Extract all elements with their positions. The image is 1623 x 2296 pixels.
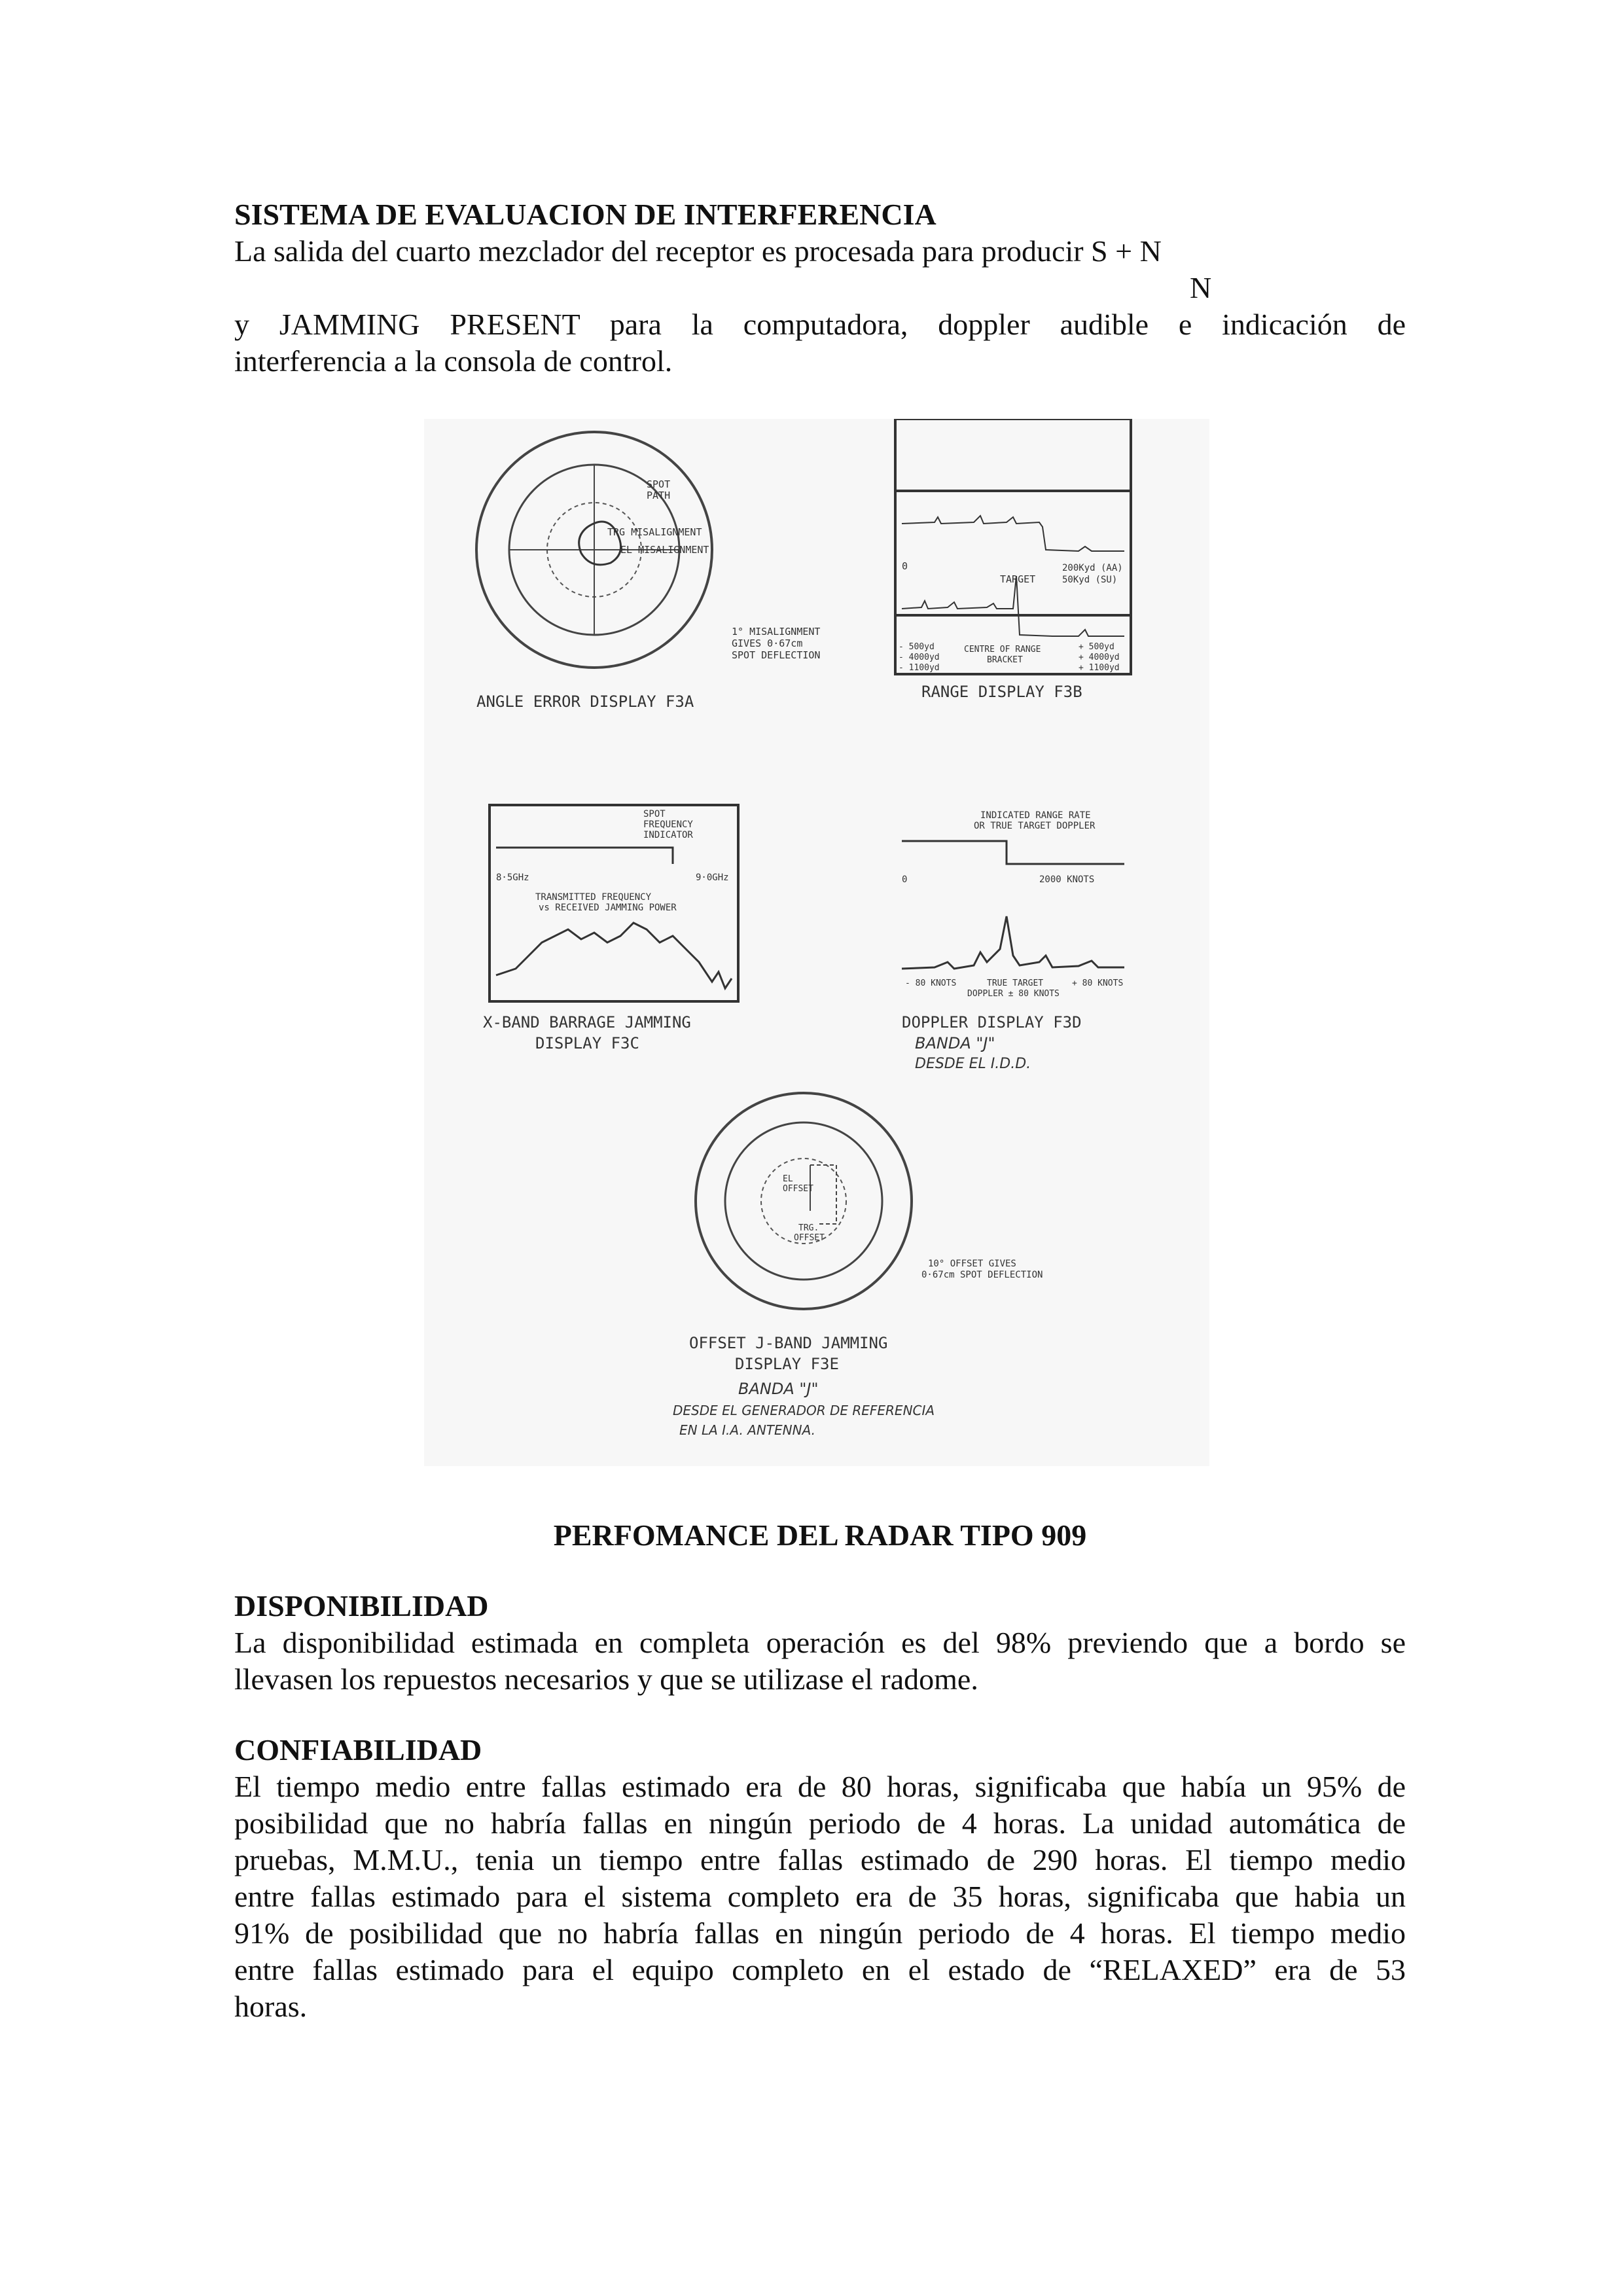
svg-text:2000 KNOTS: 2000 KNOTS xyxy=(1039,874,1095,885)
radar-displays-figure xyxy=(424,419,1209,1466)
paragraph-line: 91% de posibilidad que no habría fallas en ningún periodo de 4 horas. El tiempo medio xyxy=(234,1916,1406,1950)
svg-text:+ 1100yd: + 1100yd xyxy=(1079,663,1120,673)
svg-text:DISPLAY F3C: DISPLAY F3C xyxy=(535,1034,639,1052)
svg-text:TRG.: TRG. xyxy=(798,1223,819,1233)
doppler-caption: DOPPLER DISPLAY F3D xyxy=(902,1013,1082,1031)
handwritten-note: EN LA I.A. ANTENNA. xyxy=(679,1422,815,1438)
handwritten-note: DESDE EL GENERADOR DE REFERENCIA xyxy=(673,1403,935,1418)
offset-caption: OFFSET J-BAND JAMMING xyxy=(689,1334,888,1352)
handwritten-note: BANDA "J" xyxy=(915,1034,995,1052)
section-heading-disponibilidad: DISPONIBILIDAD xyxy=(234,1589,489,1623)
svg-text:- 4000yd: - 4000yd xyxy=(899,653,940,662)
range-display-caption: RANGE DISPLAY F3B xyxy=(921,683,1082,701)
paragraph-line: pruebas, M.M.U., tenia un tiempo entre fallas estimado de 290 horas. El tiempo medio xyxy=(234,1843,1406,1876)
fraction-denominator: N xyxy=(1190,271,1212,304)
svg-text:OR TRUE TARGET DOPPLER: OR TRUE TARGET DOPPLER xyxy=(974,821,1096,831)
svg-text:+ 500yd: + 500yd xyxy=(1079,642,1115,652)
handwritten-note: DESDE EL I.D.D. xyxy=(915,1056,1031,1072)
svg-text:OFFSET: OFFSET xyxy=(794,1233,825,1243)
svg-text:0: 0 xyxy=(902,874,908,885)
svg-text:SPOT DEFLECTION: SPOT DEFLECTION xyxy=(732,649,821,661)
svg-text:CENTRE OF RANGE: CENTRE OF RANGE xyxy=(964,645,1041,655)
paragraph-line: llevasen los repuestos necesarios y que se utilizase el radome. xyxy=(234,1662,978,1696)
svg-text:50Kyd (SU): 50Kyd (SU) xyxy=(1062,575,1118,585)
svg-text:TRUE TARGET: TRUE TARGET xyxy=(987,978,1044,988)
xband-caption: X-BAND BARRAGE JAMMING xyxy=(483,1013,691,1031)
svg-text:- 500yd: - 500yd xyxy=(899,642,935,652)
paragraph-line: entre fallas estimado para el equipo completo en el estado de “RELAXED” era de 53 xyxy=(234,1953,1406,1986)
svg-text:200Kyd (AA): 200Kyd (AA) xyxy=(1062,563,1123,573)
paragraph-line: posibilidad que no habría fallas en ningún periodo de 4 horas. La unidad automática de xyxy=(234,1806,1406,1840)
svg-text:OFFSET: OFFSET xyxy=(783,1184,813,1194)
svg-text:+ 80 KNOTS: + 80 KNOTS xyxy=(1072,978,1124,988)
svg-text:FREQUENCY: FREQUENCY xyxy=(643,819,693,830)
spot-path-label: SPOT xyxy=(647,478,671,490)
paragraph-line: entre fallas estimado para el sistema completo era de 35 horas, significaba que habia un xyxy=(234,1880,1406,1913)
svg-text:SPOT: SPOT xyxy=(643,809,666,819)
paragraph-line: El tiempo medio entre fallas estimado era de 80 horas, significaba que había un 95% de xyxy=(234,1770,1406,1803)
svg-text:BRACKET: BRACKET xyxy=(987,655,1023,665)
svg-text:9·0GHz: 9·0GHz xyxy=(696,872,729,883)
angle-note: 1° MISALIGNMENT xyxy=(732,626,821,637)
angle-error-caption: ANGLE ERROR DISPLAY F3A xyxy=(476,692,694,711)
svg-text:GIVES 0·67cm: GIVES 0·67cm xyxy=(732,637,803,649)
svg-text:10° OFFSET GIVES: 10° OFFSET GIVES xyxy=(928,1259,1016,1269)
paragraph-disponibilidad xyxy=(234,1624,1406,1698)
svg-text:EL: EL xyxy=(783,1174,793,1184)
svg-text:0·67cm SPOT DEFLECTION: 0·67cm SPOT DEFLECTION xyxy=(921,1270,1043,1280)
svg-text:INDICATOR: INDICATOR xyxy=(643,830,693,840)
section-heading-confiabilidad: CONFIABILIDAD xyxy=(234,1733,482,1767)
svg-text:DISPLAY F3E: DISPLAY F3E xyxy=(735,1355,839,1373)
paragraph-line: y JAMMING PRESENT para la computadora, doppler audible e indicación de xyxy=(234,308,1406,341)
svg-text:8·5GHz: 8·5GHz xyxy=(496,872,529,883)
svg-text:INDICATED RANGE RATE: INDICATED RANGE RATE xyxy=(980,810,1091,821)
section-heading-performance: PERFOMANCE DEL RADAR TIPO 909 xyxy=(553,1518,1087,1552)
svg-text:vs RECEIVED JAMMING POWER: vs RECEIVED JAMMING POWER xyxy=(539,903,677,913)
handwritten-note: BANDA "J" xyxy=(738,1380,819,1398)
paragraph-line: interferencia a la consola de control. xyxy=(234,344,673,378)
paragraph-line: La salida del cuarto mezclador del receptor es procesada para producir S + N xyxy=(234,234,1162,268)
el-misalignment-label: EL MISALIGNMENT xyxy=(620,544,709,556)
trg-misalignment-label: TRG MISALIGNMENT xyxy=(607,526,702,538)
svg-text:PATH: PATH xyxy=(647,490,671,501)
paragraph-line: La disponibilidad estimada en completa operación es del 98% previendo que a bordo se xyxy=(234,1626,1406,1659)
svg-text:0: 0 xyxy=(902,560,908,572)
svg-text:TRANSMITTED FREQUENCY: TRANSMITTED FREQUENCY xyxy=(535,892,652,903)
svg-text:- 1100yd: - 1100yd xyxy=(899,663,940,673)
svg-text:DOPPLER ± 80 KNOTS: DOPPLER ± 80 KNOTS xyxy=(967,989,1060,999)
svg-text:- 80 KNOTS: - 80 KNOTS xyxy=(905,978,957,988)
section-heading-sistema: SISTEMA DE EVALUACION DE INTERFERENCIA xyxy=(234,198,936,231)
paragraph-confiabilidad xyxy=(234,1768,1406,2025)
svg-text:+ 4000yd: + 4000yd xyxy=(1079,653,1120,662)
paragraph-line: horas. xyxy=(234,1990,308,2023)
target-label: TARGET xyxy=(1000,573,1036,585)
